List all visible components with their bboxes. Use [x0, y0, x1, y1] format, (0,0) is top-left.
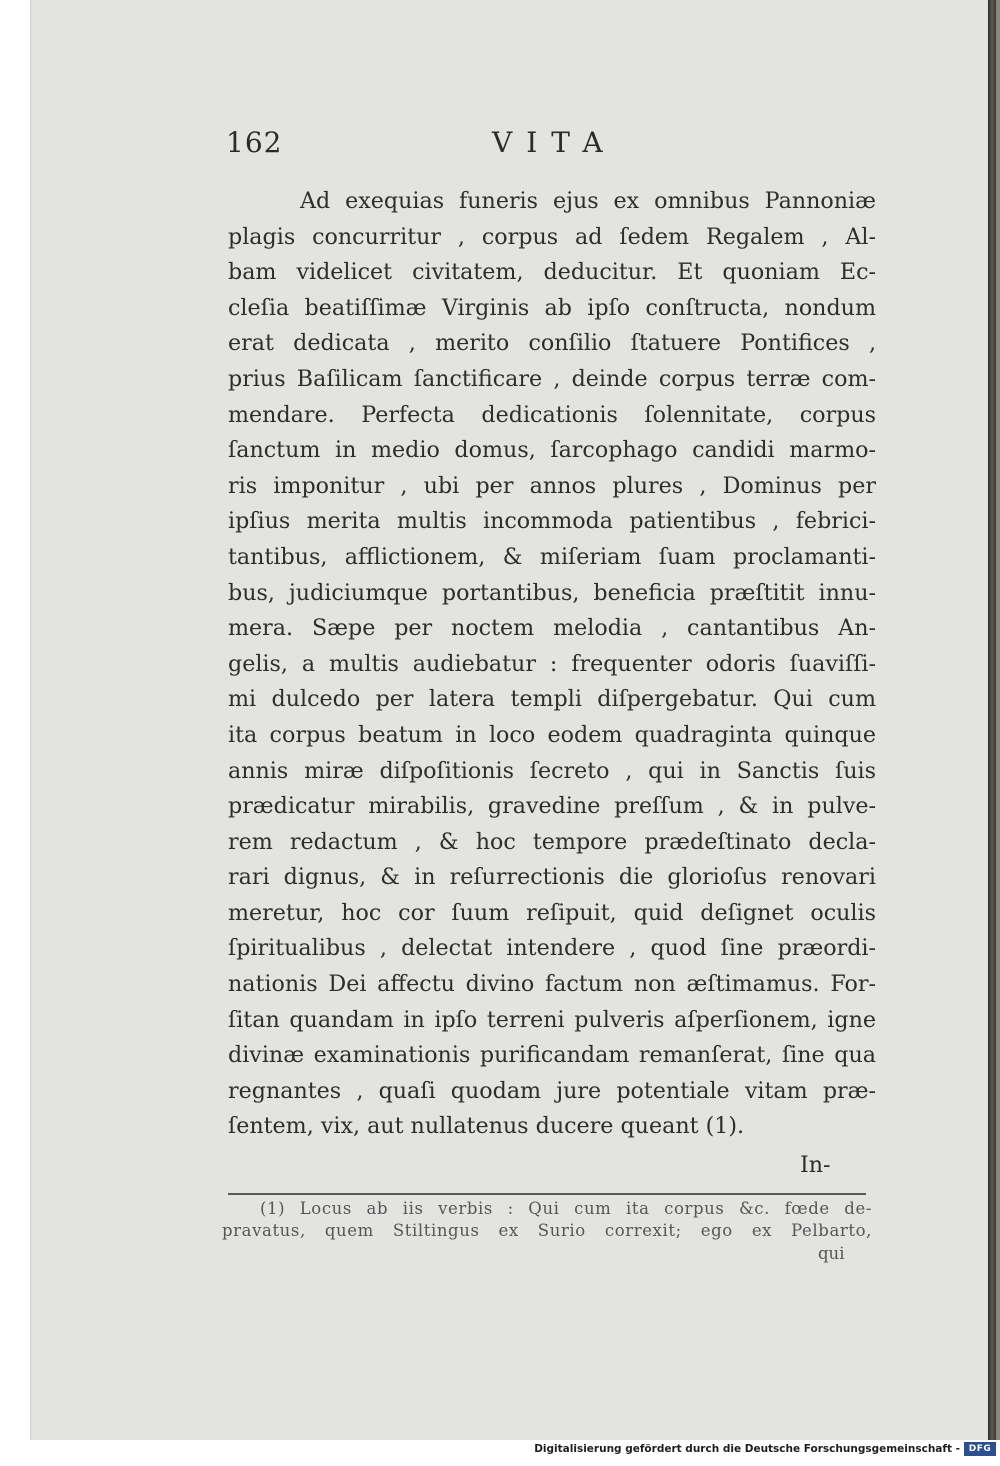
text-line: ipſius merita multis incommoda patientibus , febrici-: [228, 508, 876, 535]
page-header: [226, 126, 876, 166]
text-line: tantibus, afflictionem, & miſeriam ſuam proclamanti-: [228, 543, 876, 570]
text-line: ſentem, vix, aut nullatenus ducere queant (1).: [228, 1113, 745, 1140]
footnote: [222, 1198, 872, 1242]
text-line: annis miræ diſpoſitionis ſecreto , qui in Sanctis ſuis: [228, 757, 876, 784]
dfg-logo-icon: DFG: [964, 1442, 996, 1456]
text-line: plagis concurritur , corpus ad ſedem Regalem , Al-: [228, 223, 876, 250]
text-line: bam videlicet civitatem, deducitur. Et quoniam Ec-: [228, 259, 876, 286]
text-line: bus, judiciumque portantibus, beneficia præſtitit innu-: [228, 579, 876, 606]
body-text: [228, 184, 876, 1145]
page-number: 162: [226, 126, 283, 159]
text-line: rari dignus, & in reſurrectionis die glorioſus renovari: [228, 864, 876, 891]
text-line: rem redactum , & hoc tempore prædeſtinato decla-: [228, 828, 876, 855]
text-line: ris imponitur , ubi per annos plures , Dominus per: [228, 472, 876, 499]
text-line: prædicatur mirabilis, gravedine preſſum , & in pulve-: [228, 793, 876, 820]
text-line: mera. Sæpe per noctem melodia , cantantibus An-: [228, 615, 876, 642]
footnote-line: (1) Locus ab iis verbis : Qui cum ita corpus &c. fœde de-: [260, 1199, 872, 1218]
text-line: ita corpus beatum in loco eodem quadraginta quinque: [228, 721, 876, 748]
attribution-text: Digitalisierung gefördert durch die Deutsche Forschungsgemeinschaft -: [534, 1443, 960, 1455]
text-line: cleſia beatiſſimæ Virginis ab ipſo conſtructa, nondum: [228, 294, 876, 321]
text-line: ſpiritualibus , delectat intendere , quod ſine præordi-: [228, 935, 876, 962]
text-line: mi dulcedo per latera templi diſpergebatur. Qui cum: [228, 686, 876, 713]
text-line: mendare. Perfecta dedicationis ſolennitate, corpus: [228, 401, 876, 428]
text-line: Ad exequias funeris ejus ex omnibus Pannoniæ: [300, 188, 876, 214]
book-spine-edge: [996, 0, 1000, 1440]
text-line: erat dedicata , merito conſilio ſtatuere Pontifices ,: [228, 330, 876, 357]
running-head: VITA: [492, 126, 617, 159]
text-line: gelis, a multis audiebatur : frequenter odoris ſuaviſſi-: [228, 650, 876, 677]
text-line: prius Baſilicam ſanctificare , deinde corpus terræ com-: [228, 365, 876, 392]
text-line: ſitan quandam in ipſo terreni pulveris aſperſionem, igne: [228, 1006, 876, 1033]
footnote-line: pravatus, quem Stiltingus ex Surio correxit; ego ex Pelbarto,: [222, 1221, 872, 1240]
footnote-rule: [228, 1193, 866, 1195]
text-line: ſanctum in medio domus, ſarcophago candidi marmo-: [228, 437, 876, 464]
book-spine: [988, 0, 996, 1440]
catchword: In-: [800, 1152, 831, 1178]
text-line: nationis Dei affectu divino factum non æſtimamus. For-: [228, 971, 876, 998]
text-line: meretur, hoc cor ſuum reſipuit, quid deſignet oculis: [228, 899, 876, 926]
footnote-catchword: qui: [818, 1244, 845, 1263]
text-line: divinæ examinationis purificandam remanſerat, ſine qua: [228, 1042, 876, 1069]
text-line: regnantes , quaſi quodam jure potentiale vitam præ-: [228, 1077, 876, 1104]
